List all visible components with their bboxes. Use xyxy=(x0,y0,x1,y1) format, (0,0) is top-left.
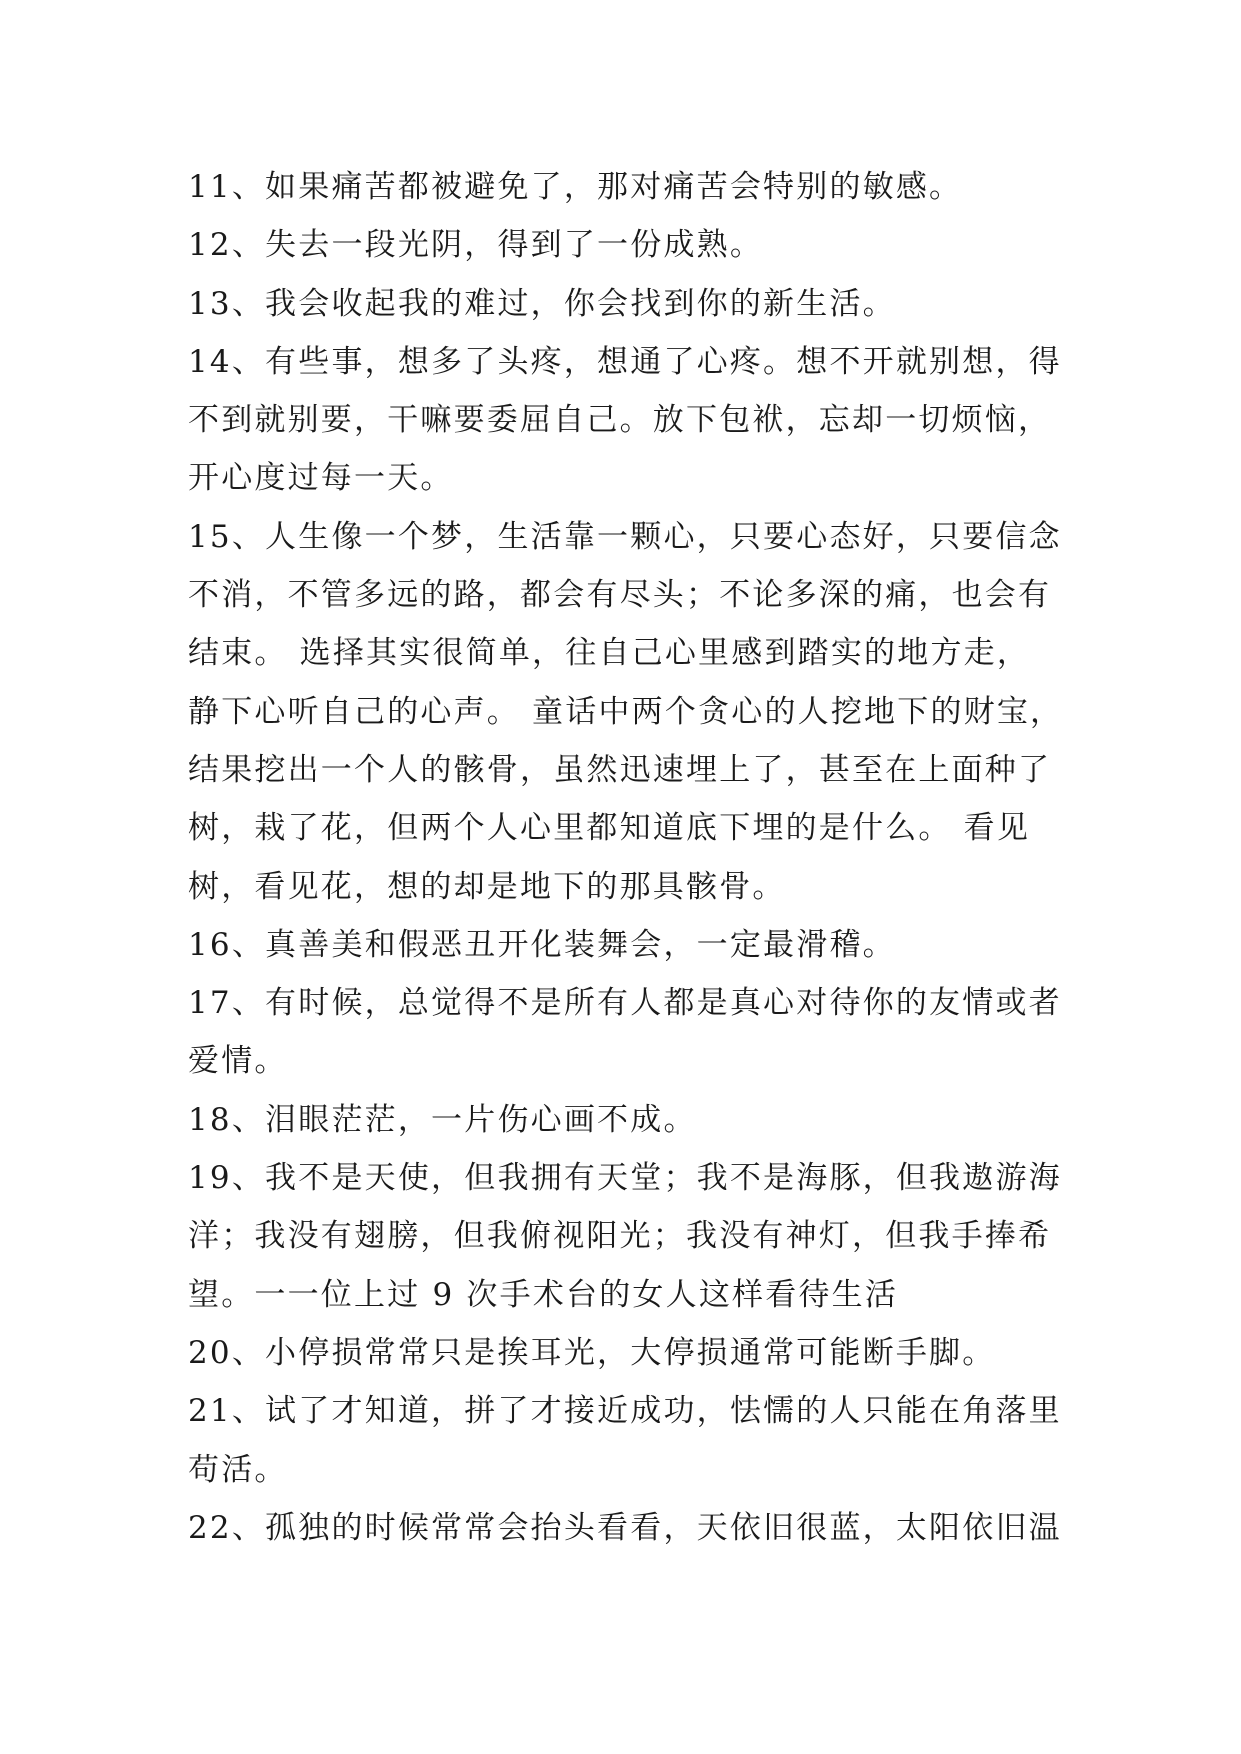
text-line: 17、有时候，总觉得不是所有人都是真心对待你的友情或者 xyxy=(188,985,1062,1022)
text-line: 19、我不是天使，但我拥有天堂；我不是海豚，但我遨游海 xyxy=(188,1160,1062,1197)
document-body xyxy=(188,158,1068,1557)
text-line: 21、试了才知道，拼了才接近成功，怯懦的人只能在角落里 xyxy=(188,1393,1062,1430)
text-line: 苟活。 xyxy=(188,1451,288,1488)
text-line: 结果挖出一个人的骸骨，虽然迅速埋上了，甚至在上面种了 xyxy=(188,751,1052,788)
text-line: 不到就别要，干嘛要委屈自己。放下包袱，忘却一切烦恼， xyxy=(188,402,1052,439)
text-line: 12、失去一段光阴，得到了一份成熟。 xyxy=(188,227,764,264)
text-line: 16、真善美和假恶丑开化装舞会，一定最滑稽。 xyxy=(188,926,896,963)
text-line: 14、有些事，想多了头疼，想通了心疼。想不开就别想，得 xyxy=(188,343,1062,380)
text-line: 树，栽了花，但两个人心里都知道底下埋的是什么。 看见 xyxy=(188,810,1031,847)
text-line: 树，看见花，想的却是地下的那具骸骨。 xyxy=(188,868,786,905)
text-line: 结束。 选择其实很简单，往自己心里感到踏实的地方走， xyxy=(188,635,1031,672)
text-line: 爱情。 xyxy=(188,1043,288,1080)
text-line: 11、如果痛苦都被避免了，那对痛苦会特别的敏感。 xyxy=(188,169,963,205)
text-line: 不消，不管多远的路，都会有尽头；不论多深的痛，也会有 xyxy=(188,577,1052,614)
text-line: 15、人生像一个梦，生活靠一颗心，只要心态好，只要信念 xyxy=(188,518,1062,555)
text-line: 静下心听自己的心声。 童话中两个贪心的人挖地下的财宝， xyxy=(188,693,1064,730)
text-line: 开心度过每一天。 xyxy=(188,460,454,497)
text-line: 22、孤独的时候常常会抬头看看，天依旧很蓝，太阳依旧温 xyxy=(188,1509,1062,1546)
text-line: 望。一一位上过 9 次手术台的女人这样看待生活 xyxy=(188,1276,899,1313)
text-line: 18、泪眼茫茫，一片伤心画不成。 xyxy=(188,1101,697,1138)
text-line: 洋；我没有翅膀，但我俯视阳光；我没有神灯，但我手捧希 xyxy=(188,1218,1052,1255)
text-line: 13、我会收起我的难过，你会找到你的新生活。 xyxy=(188,285,896,322)
text-line: 20、小停损常常只是挨耳光，大停损通常可能断手脚。 xyxy=(188,1334,996,1371)
